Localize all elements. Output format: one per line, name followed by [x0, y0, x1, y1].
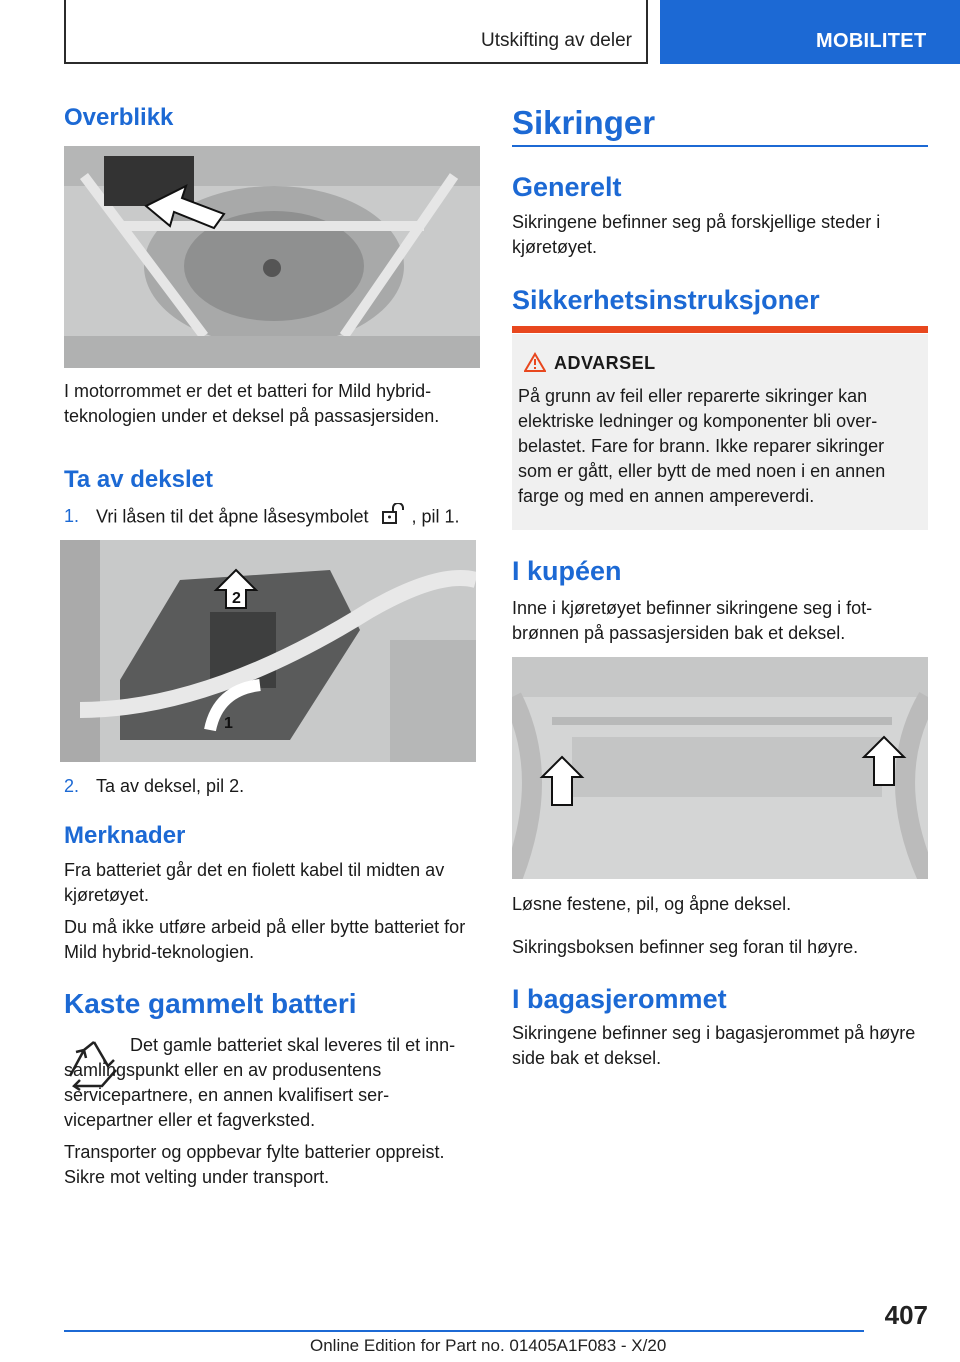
photo-arrow-label-1: 1	[224, 715, 233, 732]
step-1-number: 1.	[64, 506, 80, 527]
cabin-caption: Løsne festene, pil, og åpne deksel.	[512, 894, 792, 914]
header-section-box	[64, 0, 648, 64]
warning-box	[512, 334, 928, 530]
dispose-paragraph-2: Transporter og oppbevar fylte batterier oppreist. Sikre mot velting under transport.	[64, 1142, 445, 1187]
page-title: Sikringer	[512, 104, 656, 141]
notes-paragraph-2: Du må ikke utføre arbeid på eller bytte batteriet for Mild hybrid-teknologien.	[64, 917, 466, 962]
dispose-battery-heading: Kaste gammelt batteri	[64, 988, 357, 1019]
warning-text: På grunn av feil eller reparerte sikringer kan elektriske ledninger og komponenter bli over-belastet. Fare for brann. Ikke reparer sikringer som er gått, eller bytt de med noen i en annen farge og med en annen ampereverdi.	[518, 386, 886, 506]
general-heading: Generelt	[512, 172, 622, 202]
notes-heading: Merknader	[64, 822, 186, 849]
unlock-icon	[374, 503, 412, 532]
step-2-number: 2.	[64, 776, 80, 796]
warning-bar	[512, 326, 928, 333]
safety-heading: Sikkerhetsinstruksjoner	[512, 285, 820, 315]
overview-heading: Overblikk	[64, 104, 174, 131]
page-number: 407	[884, 1300, 928, 1330]
step-1-text-a: Vri låsen til det åpne låsesymbolet	[96, 506, 369, 527]
title-rule	[512, 145, 928, 147]
notes-paragraph-1: Fra batteriet går det en fiolett kabel til midten av kjøretøyet.	[64, 860, 445, 905]
step-2	[64, 774, 478, 799]
remove-cover-heading: Ta av dekslet	[64, 466, 213, 493]
general-text: Sikringene befinner seg på forskjellige steder i kjøretøyet.	[512, 212, 881, 257]
footwell-photo	[512, 657, 928, 879]
trunk-text: Sikringene befinner seg i bagasjerommet på høyre side bak et deksel.	[512, 1023, 916, 1068]
step-1-text-b: , pil 1.	[411, 506, 460, 527]
warning-title: ADVARSEL	[554, 353, 656, 373]
cabin-heading: I kupéen	[512, 556, 622, 586]
footer-rule	[64, 1330, 864, 1332]
step-1	[64, 503, 478, 532]
cabin-caption-2: Sikringsboksen befinner seg foran til høyre.	[512, 937, 859, 957]
photo-arrow-label-2: 2	[232, 590, 241, 607]
warning-title-row	[524, 352, 656, 377]
header-tab-mobilitet[interactable]: MOBILITET	[660, 0, 960, 64]
footer-edition: Online Edition for Part no. 01405A1F083 - X/20	[310, 1336, 667, 1355]
warning-triangle-icon	[524, 352, 554, 377]
dispose-paragraph-1: Det gamle batteriet skal leveres til et inn-samlingspunkt eller en av produsentens servicepartnere, en annen kvalifisert ser-vicepartner eller et fagverksted.	[64, 1035, 456, 1130]
cabin-text: Inne i kjøretøyet befinner sikringene seg i fot-brønnen på passasjersiden bak et deksel.	[512, 598, 873, 643]
overview-text: I motorrommet er det et batteri for Mild hybrid-teknologien under et deksel på passasjersiden.	[64, 381, 440, 426]
cover-lock-photo	[60, 540, 476, 762]
engine-bay-photo	[64, 146, 480, 368]
header-section-title: Utskifting av deler	[480, 30, 632, 51]
trunk-heading: I bagasjerommet	[512, 984, 727, 1014]
step-2-text: Ta av deksel, pil 2.	[96, 776, 245, 796]
